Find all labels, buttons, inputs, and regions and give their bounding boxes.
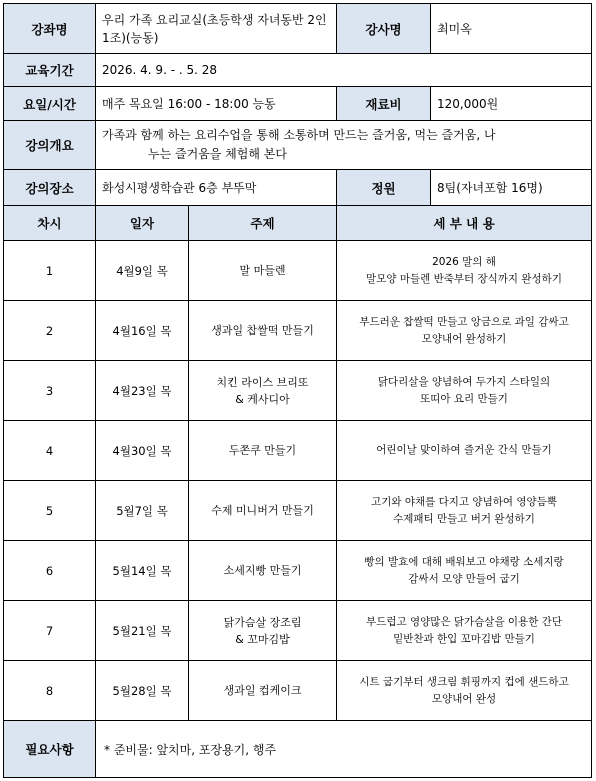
detail-line-1: 고기와 야채를 다지고 양념하여 영양듬뿍 — [371, 495, 557, 508]
session-row — [4, 421, 592, 481]
col-header-topic: 주제 — [189, 206, 337, 241]
session-topic — [189, 301, 337, 361]
topic-line-1: 말 마들렌 — [239, 264, 286, 277]
instructor-value: 최미옥 — [431, 4, 592, 54]
topic-line-1: 생과일 컵케이크 — [223, 684, 302, 697]
overview-row — [4, 121, 592, 170]
detail-line-2: 감싸서 모양 만들어 굽기 — [408, 572, 520, 585]
detail-line-2: 또띠아 요리 만들기 — [420, 392, 508, 405]
session-no: 1 — [4, 241, 96, 301]
course-table — [3, 3, 592, 778]
topic-line-2: & 꼬마김밥 — [235, 632, 290, 646]
requirements-value: * 준비물: 앞치마, 포장용기, 행주 — [96, 721, 592, 778]
session-no: 2 — [4, 301, 96, 361]
session-row — [4, 601, 592, 661]
detail-line-2: 말모양 마들렌 반죽부터 장식까지 완성하기 — [366, 272, 562, 285]
session-no: 5 — [4, 481, 96, 541]
session-date: 5월21일 목 — [96, 601, 189, 661]
detail-line-1: 시트 굽기부터 생크림 휘핑까지 컵에 샌드하고 — [359, 675, 569, 688]
session-row — [4, 541, 592, 601]
session-date: 4월9일 목 — [96, 241, 189, 301]
session-row — [4, 661, 592, 721]
detail-line-1: 빵의 발효에 대해 배워보고 야채랑 소세지랑 — [364, 555, 564, 568]
session-row — [4, 301, 592, 361]
session-topic — [189, 601, 337, 661]
detail-line-1: 부드럽고 영양많은 닭가슴살을 이용한 간단 — [366, 615, 562, 628]
schedule-row — [4, 87, 592, 121]
session-no: 3 — [4, 361, 96, 421]
session-topic — [189, 481, 337, 541]
course-name-value: 우리 가족 요리교실(초등학생 자녀동반 2인 1조)(능동) — [96, 4, 337, 54]
col-header-detail: 세 부 내 용 — [337, 206, 592, 241]
session-topic — [189, 541, 337, 601]
detail-line-1: 닭다리살을 양념하여 두가지 스타일의 — [377, 375, 551, 388]
col-header-no: 차시 — [4, 206, 96, 241]
session-detail — [337, 661, 592, 721]
period-row — [4, 54, 592, 87]
session-no: 6 — [4, 541, 96, 601]
topic-line-1: 닭가슴살 장조림 — [223, 615, 302, 629]
overview-value — [96, 121, 592, 170]
capacity-label: 정원 — [337, 170, 431, 206]
col-header-date: 일자 — [96, 206, 189, 241]
session-date: 5월14일 목 — [96, 541, 189, 601]
fee-label: 재료비 — [337, 87, 431, 121]
session-date: 4월16일 목 — [96, 301, 189, 361]
session-no: 4 — [4, 421, 96, 481]
session-date: 4월23일 목 — [96, 361, 189, 421]
overview-line-1: 가족과 함께 하는 요리수업을 통해 소통하며 만드는 즐거움, 먹는 즐거움, 나 — [102, 128, 496, 142]
session-date: 5월28일 목 — [96, 661, 189, 721]
session-date: 5월7일 목 — [96, 481, 189, 541]
session-detail — [337, 301, 592, 361]
detail-line-1: 어린이날 맞이하여 즐거운 간식 만들기 — [376, 444, 552, 456]
fee-value: 120,000원 — [431, 87, 592, 121]
schedule-label: 요일/시간 — [4, 87, 96, 121]
session-detail — [337, 241, 592, 301]
venue-label: 강의장소 — [4, 170, 96, 206]
session-detail — [337, 541, 592, 601]
session-row — [4, 481, 592, 541]
topic-line-1: 소세지빵 만들기 — [223, 564, 302, 577]
topic-line-1: 수제 미니버거 만들기 — [211, 504, 314, 517]
session-header-row — [4, 206, 592, 241]
session-topic — [189, 241, 337, 301]
course-name-label: 강좌명 — [4, 4, 96, 54]
topic-line-1: 치킨 라이스 브리또 — [216, 375, 309, 389]
session-no: 7 — [4, 601, 96, 661]
overview-label: 강의개요 — [4, 121, 96, 170]
period-label: 교육기간 — [4, 54, 96, 87]
session-row — [4, 361, 592, 421]
capacity-value: 8팀(자녀포함 16명) — [431, 170, 592, 206]
detail-line-2: 모양내어 완성하기 — [421, 332, 507, 345]
session-no: 8 — [4, 661, 96, 721]
session-detail — [337, 481, 592, 541]
session-topic — [189, 421, 337, 481]
course-name-row — [4, 4, 592, 54]
overview-line-2: 누는 즐거움을 체험해 본다 — [148, 147, 287, 161]
session-detail — [337, 361, 592, 421]
venue-row — [4, 170, 592, 206]
detail-line-1: 2026 말의 해 — [432, 255, 496, 268]
session-topic — [189, 661, 337, 721]
instructor-label: 강사명 — [337, 4, 431, 54]
session-date: 4월30일 목 — [96, 421, 189, 481]
topic-line-2: & 케사디아 — [235, 392, 290, 406]
session-detail — [337, 421, 592, 481]
requirements-row — [4, 721, 592, 778]
session-topic — [189, 361, 337, 421]
detail-line-2: 모양내어 완성 — [431, 692, 497, 705]
detail-line-1: 부드러운 찹쌀떡 만들고 앙금으로 과일 감싸고 — [359, 315, 569, 328]
session-detail — [337, 601, 592, 661]
period-value: 2026. 4. 9. - . 5. 28 — [96, 54, 592, 87]
session-row — [4, 241, 592, 301]
detail-line-2: 밑반찬과 한입 꼬마김밥 만들기 — [393, 632, 535, 645]
venue-value: 화성시평생학습관 6층 부뚜막 — [96, 170, 337, 206]
schedule-value: 매주 목요일 16:00 - 18:00 능동 — [96, 87, 337, 121]
topic-line-1: 두쫀쿠 만들기 — [228, 444, 297, 457]
detail-line-2: 수제패티 만들고 버거 완성하기 — [393, 512, 535, 525]
topic-line-1: 생과일 찹쌀떡 만들기 — [211, 324, 314, 337]
requirements-label: 필요사항 — [4, 721, 96, 778]
